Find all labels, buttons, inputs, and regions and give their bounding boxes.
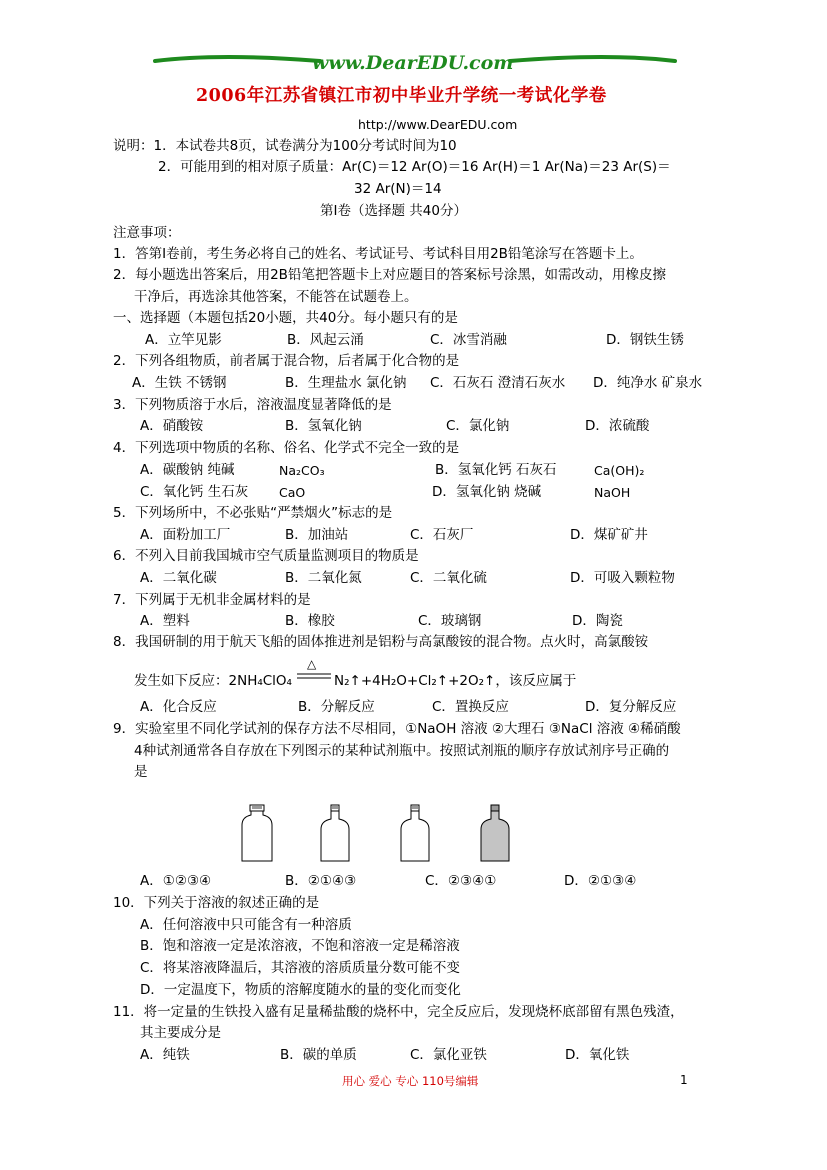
q3-stem: 3．下列物质溶于水后，溶液温度显著降低的是 <box>113 397 392 413</box>
q2-stem: 2．下列各组物质，前者属于混合物，后者属于化合物的是 <box>113 353 460 369</box>
q4-option-d[interactable]: D．氢氧化钠 烧碱 <box>432 484 542 500</box>
narrow-mouth-bottle-icon <box>398 805 432 863</box>
q8-stem: 8．我国研制的用于航天飞船的固体推进剂是铝粉与高氯酸铵的混合物。点火时，高氯酸铵 <box>113 634 649 650</box>
q7-option-c[interactable]: C．玻璃钢 <box>418 613 482 629</box>
q4-option-a[interactable]: A．碳酸钠 纯碱 <box>140 462 235 478</box>
q8-reaction-left: 发生如下反应：2NH₄ClO₄ <box>134 673 292 689</box>
q3-option-c[interactable]: C．氯化钠 <box>446 418 510 434</box>
q4-stem: 4．下列选项中物质的名称、俗名、化学式不完全一致的是 <box>113 440 460 456</box>
q3-option-b[interactable]: B．氢氧化钠 <box>285 418 362 434</box>
q10-option-d[interactable]: D．一定温度下，物质的溶解度随水的量的变化而变化 <box>140 982 461 998</box>
instructions-line-2: 2．可能用到的相对原子质量：Ar(C)＝12 Ar(O)＝16 Ar(H)＝1 Ar(Na)＝23 Ar(S)＝ <box>158 159 671 175</box>
q6-stem: 6．不列入目前我国城市空气质量监测项目的物质是 <box>113 548 419 564</box>
reaction-equals <box>297 672 331 680</box>
footer-motto: 用心 爱心 专心 110号编辑 <box>342 1074 479 1088</box>
q11-option-c[interactable]: C．氯化亚铁 <box>410 1047 487 1063</box>
q5-option-c[interactable]: C．石灰厂 <box>410 527 474 543</box>
narrow-mouth-bottle-clear-icon <box>318 805 352 863</box>
q11-option-b[interactable]: B．碳的单质 <box>280 1047 357 1063</box>
q8-option-b[interactable]: B．分解反应 <box>298 699 375 715</box>
site-banner[interactable]: www.DearEDU.com <box>312 52 514 74</box>
q11-option-a[interactable]: A．纯铁 <box>140 1047 190 1063</box>
instructions-line-1: 说明：1．本试卷共8页，试卷满分为100分考试时间为10 <box>113 138 457 154</box>
q6-option-d[interactable]: D．可吸入颗粒物 <box>570 570 675 586</box>
page-number: 1 <box>680 1073 688 1087</box>
q2-option-c[interactable]: C．石灰石 澄清石灰水 <box>430 375 566 391</box>
q1-option-b[interactable]: B．风起云涌 <box>287 332 364 348</box>
notes-title: 注意事项： <box>113 225 181 241</box>
q9-stem-cont: 4种试剂通常各自存放在下列图示的某种试剂瓶中。按照试剂瓶的顺序存放试剂序号正确的 <box>134 743 670 759</box>
heat-symbol: △ <box>307 657 317 671</box>
q3-option-d[interactable]: D．浓硫酸 <box>585 418 650 434</box>
q5-stem: 5．下列场所中，不必张贴“严禁烟火”标志的是 <box>113 505 393 521</box>
q6-option-a[interactable]: A．二氧化碳 <box>140 570 217 586</box>
q1-option-a[interactable]: A．立竿见影 <box>145 332 222 348</box>
q4-option-c-formula: CaO <box>279 485 306 500</box>
q11-option-d[interactable]: D．氧化铁 <box>565 1047 630 1063</box>
wide-mouth-bottle-clear-icon <box>240 805 274 863</box>
part-heading: 一、选择题（本题包括20小题，共40分。每小题只有的是 <box>113 310 458 326</box>
q5-option-a[interactable]: A．面粉加工厂 <box>140 527 231 543</box>
q6-option-c[interactable]: C．二氧化硫 <box>410 570 487 586</box>
q8-option-c[interactable]: C．置换反应 <box>432 699 509 715</box>
q9-stem: 9．实验室里不同化学试剂的保存方法不尽相同，①NaOH 溶液 ②大理石 ③NaCl 溶液 ④稀硝酸 <box>113 721 681 737</box>
note-1: 1．答第Ⅰ卷前，考生务必将自己的姓名、考试证号、考试科目用2B铅笔涂写在答题卡上。 <box>113 246 643 262</box>
q4-option-b-formula: Ca(OH)₂ <box>594 463 645 478</box>
note-2-cont: 干净后，再选涂其他答案，不能答在试题卷上。 <box>134 289 418 305</box>
q4-option-b[interactable]: B．氢氧化钙 石灰石 <box>435 462 557 478</box>
q5-option-d[interactable]: D．煤矿矿井 <box>570 527 648 543</box>
q10-option-a[interactable]: A．任何溶液中只可能含有一种溶质 <box>140 917 352 933</box>
q6-option-b[interactable]: B．二氧化氮 <box>285 570 362 586</box>
q9-option-a[interactable]: A．①②③④ <box>140 873 212 889</box>
q1-option-d[interactable]: D．钢铁生锈 <box>606 332 684 348</box>
q11-stem-cont: 其主要成分是 <box>140 1025 221 1041</box>
q11-stem: 11．将一定量的生铁投入盛有足量稀盐酸的烧杯中，完全反应后，发现烧杯底部留有黑色残渣， <box>113 1004 684 1020</box>
source-url[interactable]: http://www.DearEDU.com <box>358 117 518 132</box>
q1-option-c[interactable]: C．冰雪消融 <box>430 332 507 348</box>
q7-option-d[interactable]: D．陶瓷 <box>572 613 623 629</box>
q3-option-a[interactable]: A．硝酸铵 <box>140 418 204 434</box>
instructions-line-3: 32 Ar(N)＝14 <box>354 181 442 197</box>
q4-option-a-formula: Na₂CO₃ <box>279 463 325 478</box>
q7-stem: 7．下列属于无机非金属材料的是 <box>113 592 311 608</box>
q10-option-b[interactable]: B．饱和溶液一定是浓溶液，不饱和溶液一定是稀溶液 <box>140 938 460 954</box>
q10-option-c[interactable]: C．将某溶液降温后，其溶液的溶质质量分数可能不变 <box>140 960 460 976</box>
q7-option-a[interactable]: A．塑料 <box>140 613 190 629</box>
q2-option-b[interactable]: B．生理盐水 氯化钠 <box>285 375 407 391</box>
q9-option-d[interactable]: D．②①③④ <box>564 873 637 889</box>
q8-option-d[interactable]: D．复分解反应 <box>585 699 677 715</box>
q7-option-b[interactable]: B．橡胶 <box>285 613 335 629</box>
q2-option-a[interactable]: A．生铁 不锈钢 <box>132 375 227 391</box>
q9-stem-end: 是 <box>134 764 148 780</box>
brown-bottle-icon <box>478 805 512 863</box>
q9-option-c[interactable]: C．②③④① <box>425 873 497 889</box>
note-2: 2．每小题选出答案后，用2B铅笔把答题卡上对应题目的答案标号涂黑，如需改动，用橡皮擦 <box>113 267 666 283</box>
page-title: 2006年江苏省镇江市初中毕业升学统一考试化学卷 <box>196 86 607 106</box>
section-heading: 第Ⅰ卷（选择题 共40分） <box>320 203 467 219</box>
q9-option-b[interactable]: B．②①④③ <box>285 873 357 889</box>
q5-option-b[interactable]: B．加油站 <box>285 527 349 543</box>
q4-option-d-formula: NaOH <box>594 485 631 500</box>
q8-option-a[interactable]: A．化合反应 <box>140 699 217 715</box>
q2-option-d[interactable]: D．纯净水 矿泉水 <box>593 375 703 391</box>
q8-reaction-right: N₂↑+4H₂O+Cl₂↑+2O₂↑，该反应属于 <box>334 673 577 689</box>
q10-stem: 10．下列关于溶液的叙述正确的是 <box>113 895 320 911</box>
q4-option-c[interactable]: C．氧化钙 生石灰 <box>140 484 249 500</box>
